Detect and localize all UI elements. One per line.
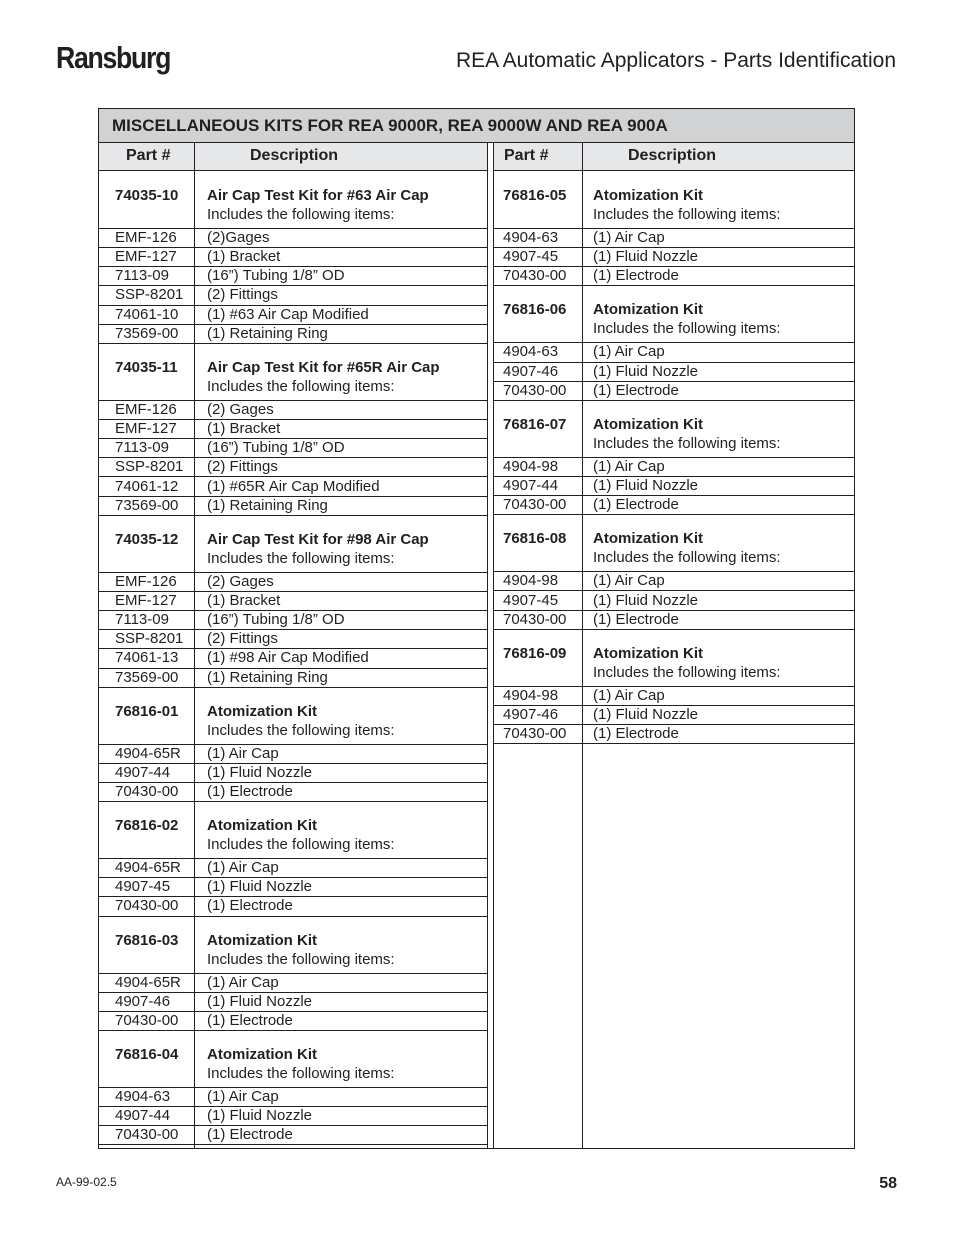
- item-part-number: 4907-45: [115, 878, 171, 896]
- item-description: (1) Electrode: [207, 1011, 293, 1029]
- item-description: (1) Air Cap: [207, 859, 279, 877]
- row-divider: [99, 801, 487, 802]
- item-part-number: SSP-8201: [115, 458, 184, 476]
- item-description: (1) Fluid Nozzle: [593, 591, 699, 609]
- kit-name: Atomization Kit: [593, 301, 703, 319]
- kit-name: Atomization Kit: [593, 530, 703, 548]
- item-part-number: 4904-98: [503, 457, 559, 475]
- document-code: AA-99-02.5: [56, 1175, 117, 1189]
- item-description: (16”) Tubing 1/8” OD: [207, 267, 345, 285]
- item-part-number: 4907-46: [503, 362, 559, 380]
- item-description: (16”) Tubing 1/8” OD: [207, 439, 345, 457]
- item-part-number: EMF-126: [115, 400, 177, 418]
- item-description: (1) Air Cap: [593, 572, 665, 590]
- row-divider: [99, 1030, 487, 1031]
- item-part-number: 74061-12: [115, 477, 179, 495]
- item-part-number: 4904-98: [503, 686, 559, 704]
- item-part-number: 4907-45: [503, 248, 559, 266]
- item-description: (1) Air Cap: [207, 744, 279, 762]
- kit-includes-note: Includes the following items:: [207, 950, 395, 968]
- item-description: (2) Fittings: [207, 630, 278, 648]
- page-number: 58: [879, 1175, 897, 1192]
- item-part-number: EMF-127: [115, 420, 177, 438]
- document-title: REA Automatic Applicators - Parts Identification: [455, 49, 896, 72]
- kit-name: Air Cap Test Kit for #65R Air Cap: [207, 358, 440, 376]
- kit-includes-note: Includes the following items:: [593, 663, 781, 681]
- item-description: (1) Fluid Nozzle: [207, 1107, 313, 1125]
- item-description: (1) Fluid Nozzle: [207, 763, 313, 781]
- item-part-number: 4904-65R: [115, 973, 181, 991]
- item-part-number: 70430-00: [115, 897, 179, 915]
- item-part-number: 7113-09: [115, 267, 169, 285]
- item-part-number: 70430-00: [503, 496, 567, 514]
- item-part-number: 4904-63: [115, 1088, 171, 1106]
- kit-includes-note: Includes the following items:: [207, 549, 395, 567]
- right-column: [493, 143, 854, 1149]
- item-part-number: 73569-00: [115, 496, 179, 514]
- kit-name: Atomization Kit: [593, 187, 703, 204]
- row-divider: [494, 400, 854, 401]
- item-description: (1) Retaining Ring: [207, 324, 328, 342]
- left-column: [99, 143, 488, 1149]
- item-part-number: EMF-126: [115, 572, 177, 590]
- row-divider: [99, 343, 487, 344]
- item-description: (1) Electrode: [593, 381, 679, 399]
- kit-name: Atomization Kit: [207, 1046, 317, 1064]
- item-description: (1) Electrode: [207, 1126, 293, 1144]
- item-part-number: 70430-00: [503, 610, 567, 628]
- row-divider: [99, 515, 487, 516]
- item-description: (1) Air Cap: [593, 686, 665, 704]
- item-description: (1) Fluid Nozzle: [593, 362, 699, 380]
- kit-part-number: 76816-02: [115, 817, 179, 835]
- item-description: (1) Air Cap: [207, 973, 279, 991]
- item-description: (1) #65R Air Cap Modified: [207, 477, 380, 495]
- item-description: (1) Electrode: [593, 725, 679, 743]
- kit-part-number: 76816-07: [503, 415, 567, 433]
- left-column-header: [99, 143, 487, 171]
- item-part-number: 73569-00: [115, 668, 179, 686]
- description-header: Description: [628, 147, 717, 164]
- item-description: (1) Electrode: [593, 610, 679, 628]
- kit-part-number: 76816-04: [115, 1046, 179, 1064]
- kit-part-number: 76816-01: [115, 702, 179, 720]
- item-part-number: 70430-00: [115, 783, 179, 800]
- item-part-number: 4904-65R: [115, 744, 181, 762]
- row-divider: [494, 514, 854, 515]
- item-part-number: 4907-44: [115, 1107, 171, 1125]
- item-part-number: 74061-10: [115, 305, 179, 323]
- part-number-header: Part #: [504, 147, 549, 164]
- item-part-number: 70430-00: [115, 1011, 179, 1029]
- kit-name: Atomization Kit: [207, 702, 317, 720]
- item-description: (2)Gages: [207, 229, 270, 246]
- item-part-number: 4907-46: [503, 705, 559, 723]
- item-part-number: EMF-126: [115, 229, 177, 246]
- item-part-number: 7113-09: [115, 439, 169, 457]
- row-divider: [99, 687, 487, 688]
- item-description: (1) Electrode: [207, 897, 293, 915]
- item-description: (1) Electrode: [593, 267, 679, 285]
- part-number-header: Part #: [126, 147, 171, 164]
- kit-part-number: 76816-09: [503, 644, 567, 662]
- item-description: (1) Bracket: [207, 420, 281, 438]
- item-description: (16”) Tubing 1/8” OD: [207, 611, 345, 629]
- kit-includes-note: Includes the following items:: [593, 320, 781, 338]
- item-description: (1) Fluid Nozzle: [593, 248, 699, 266]
- item-part-number: EMF-127: [115, 248, 177, 266]
- kit-part-number: 76816-08: [503, 530, 567, 548]
- item-description: (1) Electrode: [593, 496, 679, 514]
- item-part-number: 4904-65R: [115, 859, 181, 877]
- kit-name: Atomization Kit: [593, 644, 703, 662]
- item-part-number: 73569-00: [115, 324, 179, 342]
- kit-includes-note: Includes the following items:: [207, 377, 395, 395]
- item-part-number: 70430-00: [115, 1126, 179, 1144]
- item-part-number: 7113-09: [115, 611, 169, 629]
- item-part-number: SSP-8201: [115, 630, 184, 648]
- item-part-number: 4907-44: [503, 477, 559, 495]
- item-part-number: 70430-00: [503, 267, 567, 285]
- right-column-header: [494, 143, 854, 171]
- item-description: (1) Bracket: [207, 591, 281, 609]
- row-divider: [99, 916, 487, 917]
- kit-part-number: 74035-10: [115, 187, 179, 204]
- item-description: (1) Fluid Nozzle: [207, 878, 313, 896]
- kit-includes-note: Includes the following items:: [207, 1065, 395, 1083]
- item-description: (1) Air Cap: [593, 457, 665, 475]
- item-part-number: 74061-13: [115, 649, 179, 667]
- column-separator: [194, 143, 195, 1149]
- item-part-number: 70430-00: [503, 381, 567, 399]
- parts-table: [98, 108, 855, 1149]
- item-description: (2) Fittings: [207, 286, 278, 304]
- kit-includes-note: Includes the following items:: [207, 721, 395, 739]
- item-description: (1) #63 Air Cap Modified: [207, 305, 369, 323]
- kit-name: Atomization Kit: [207, 931, 317, 949]
- kit-name: Atomization Kit: [207, 817, 317, 835]
- row-divider: [494, 285, 854, 286]
- kit-part-number: 74035-12: [115, 530, 179, 548]
- brand-logo: Ransburg: [56, 40, 171, 75]
- kit-name: Air Cap Test Kit for #98 Air Cap: [207, 530, 429, 548]
- kit-part-number: 76816-06: [503, 301, 567, 319]
- item-part-number: 70430-00: [503, 725, 567, 743]
- item-description: (1) Electrode: [207, 783, 293, 800]
- item-description: (1) Retaining Ring: [207, 496, 328, 514]
- item-description: (1) Air Cap: [207, 1088, 279, 1106]
- kit-part-number: 76816-03: [115, 931, 179, 949]
- kit-name: Air Cap Test Kit for #63 Air Cap: [207, 187, 429, 204]
- item-description: (1) Fluid Nozzle: [593, 477, 699, 495]
- item-part-number: 4904-63: [503, 343, 559, 361]
- item-part-number: 4904-63: [503, 229, 559, 246]
- item-description: (1) Fluid Nozzle: [207, 992, 313, 1010]
- item-description: (1) Bracket: [207, 248, 281, 266]
- item-description: (2) Gages: [207, 400, 274, 418]
- column-separator: [582, 143, 583, 1149]
- item-part-number: EMF-127: [115, 591, 177, 609]
- kit-includes-note: Includes the following items:: [207, 206, 395, 223]
- row-divider: [494, 743, 854, 744]
- item-description: (2) Fittings: [207, 458, 278, 476]
- item-description: (1) Air Cap: [593, 343, 665, 361]
- row-divider: [494, 629, 854, 630]
- kit-includes-note: Includes the following items:: [593, 434, 781, 452]
- item-part-number: 4907-46: [115, 992, 171, 1010]
- kit-name: Atomization Kit: [593, 415, 703, 433]
- item-part-number: SSP-8201: [115, 286, 184, 304]
- kit-part-number: 74035-11: [115, 358, 178, 376]
- description-header: Description: [250, 147, 339, 164]
- item-description: (1) Fluid Nozzle: [593, 705, 699, 723]
- item-part-number: 4907-45: [503, 591, 559, 609]
- row-divider: [99, 1144, 487, 1145]
- item-part-number: 4904-98: [503, 572, 559, 590]
- kit-includes-note: Includes the following items:: [207, 836, 395, 854]
- kit-includes-note: Includes the following items:: [593, 206, 781, 223]
- kit-includes-note: Includes the following items:: [593, 549, 781, 567]
- item-description: (2) Gages: [207, 572, 274, 590]
- kit-part-number: 76816-05: [503, 187, 567, 204]
- item-part-number: 4907-44: [115, 763, 171, 781]
- item-description: (1) Retaining Ring: [207, 668, 328, 686]
- item-description: (1) Air Cap: [593, 229, 665, 246]
- item-description: (1) #98 Air Cap Modified: [207, 649, 369, 667]
- table-title: MISCELLANEOUS KITS FOR REA 9000R, REA 9000W AND REA 900A: [99, 109, 854, 143]
